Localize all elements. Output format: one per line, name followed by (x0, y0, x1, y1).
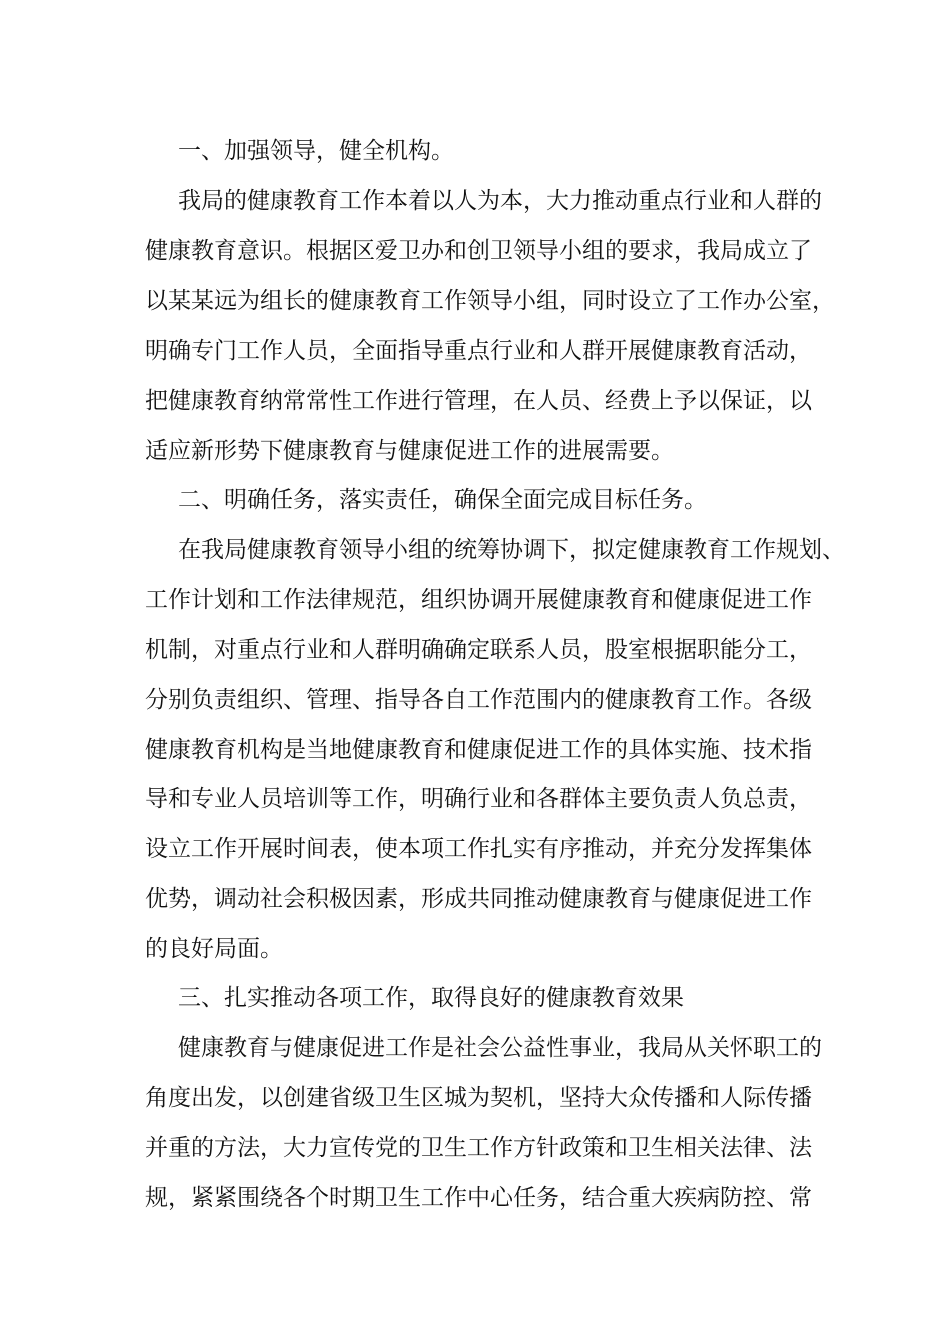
paragraph-line: 在我局健康教育领导小组的统筹协调下，拟定健康教育工作规划、 (178, 537, 845, 563)
paragraph-line: 规，紧紧围绕各个时期卫生工作中心任务，结合重大疾病防控、常 (145, 1185, 812, 1211)
paragraph-line: 健康教育与健康促进工作是社会公益性事业，我局从关怀职工的 (178, 1035, 822, 1061)
paragraph-line: 以某某远为组长的健康教育工作领导小组，同时设立了工作办公室， (145, 288, 835, 314)
paragraph-line: 工作计划和工作法律规范，组织协调开展健康教育和健康促进工作 (145, 587, 812, 613)
paragraph-line: 明确专门工作人员，全面指导重点行业和人群开展健康教育活动， (145, 338, 812, 364)
paragraph-line: 健康教育机构是当地健康教育和健康促进工作的具体实施、技术指 (145, 737, 812, 763)
paragraph-line: 我局的健康教育工作本着以人为本，大力推动重点行业和人群的 (178, 188, 822, 214)
paragraph-line: 角度出发，以创建省级卫生区城为契机，坚持大众传播和人际传播 (145, 1085, 812, 1111)
heading-3: 三、扎实推动各项工作，取得良好的健康教育效果 (178, 985, 684, 1011)
paragraph-line: 优势，调动社会积极因素，形成共同推动健康教育与健康促进工作 (145, 886, 812, 912)
paragraph-line: 把健康教育纳常常性工作进行管理，在人员、经费上予以保证，以 (145, 388, 812, 414)
paragraph-line: 设立工作开展时间表，使本项工作扎实有序推动，并充分发挥集体 (145, 836, 812, 862)
paragraph-line: 机制，对重点行业和人群明确确定联系人员，股室根据职能分工， (145, 637, 812, 663)
paragraph-line: 分别负责组织、管理、指导各自工作范围内的健康教育工作。各级 (145, 687, 812, 713)
heading-1: 一、加强领导，健全机构。 (178, 138, 454, 164)
paragraph-line: 适应新形势下健康教育与健康促进工作的进展需要。 (145, 438, 674, 464)
heading-2: 二、明确任务，落实责任，确保全面完成目标任务。 (178, 487, 707, 513)
paragraph-line: 导和专业人员培训等工作，明确行业和各群体主要负责人负总责， (145, 786, 812, 812)
paragraph-line: 健康教育意识。根据区爱卫办和创卫领导小组的要求，我局成立了 (145, 238, 812, 264)
paragraph-line: 的良好局面。 (145, 936, 283, 962)
paragraph-line: 并重的方法，大力宣传党的卫生工作方针政策和卫生相关法律、法 (145, 1135, 812, 1161)
